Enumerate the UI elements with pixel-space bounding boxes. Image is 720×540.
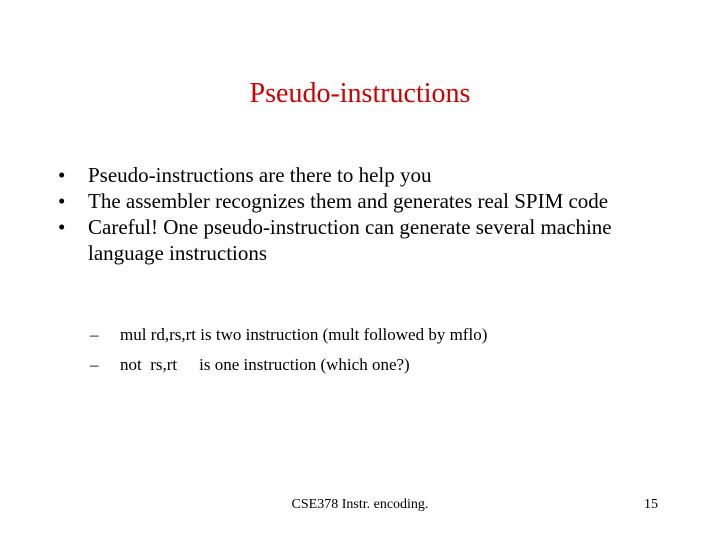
- bullet-dot-icon: •: [58, 215, 66, 239]
- bullet-list: [58, 162, 678, 266]
- subbullet-item: [90, 320, 650, 350]
- subbullet-list: [90, 320, 650, 380]
- page-number: 15: [644, 497, 658, 512]
- dash-icon: –: [90, 355, 99, 374]
- subbullet-text: is one instruction (which one?): [199, 355, 410, 374]
- bullet-dot-icon: •: [58, 163, 66, 187]
- bullet-text: Careful! One pseudo-instruction can generate several machine language instructions: [88, 215, 612, 265]
- slide-footer: CSE378 Instr. encoding.: [291, 497, 429, 512]
- bullet-item: [58, 214, 628, 266]
- slide-title: Pseudo-instructions: [249, 78, 471, 109]
- bullet-text: The assembler recognizes them and generates real SPIM code: [88, 189, 609, 213]
- bullet-item: [58, 188, 648, 214]
- dash-icon: –: [90, 325, 99, 344]
- subbullet-text: mul rd,rs,rt is two instruction (mult followed by mflo): [120, 325, 488, 344]
- subbullet-text: not rs,rt: [120, 355, 178, 374]
- bullet-dot-icon: •: [58, 189, 66, 213]
- subbullet-item: [90, 350, 650, 380]
- bullet-item: [58, 162, 678, 188]
- bullet-text: Pseudo-instructions are there to help you: [88, 163, 432, 187]
